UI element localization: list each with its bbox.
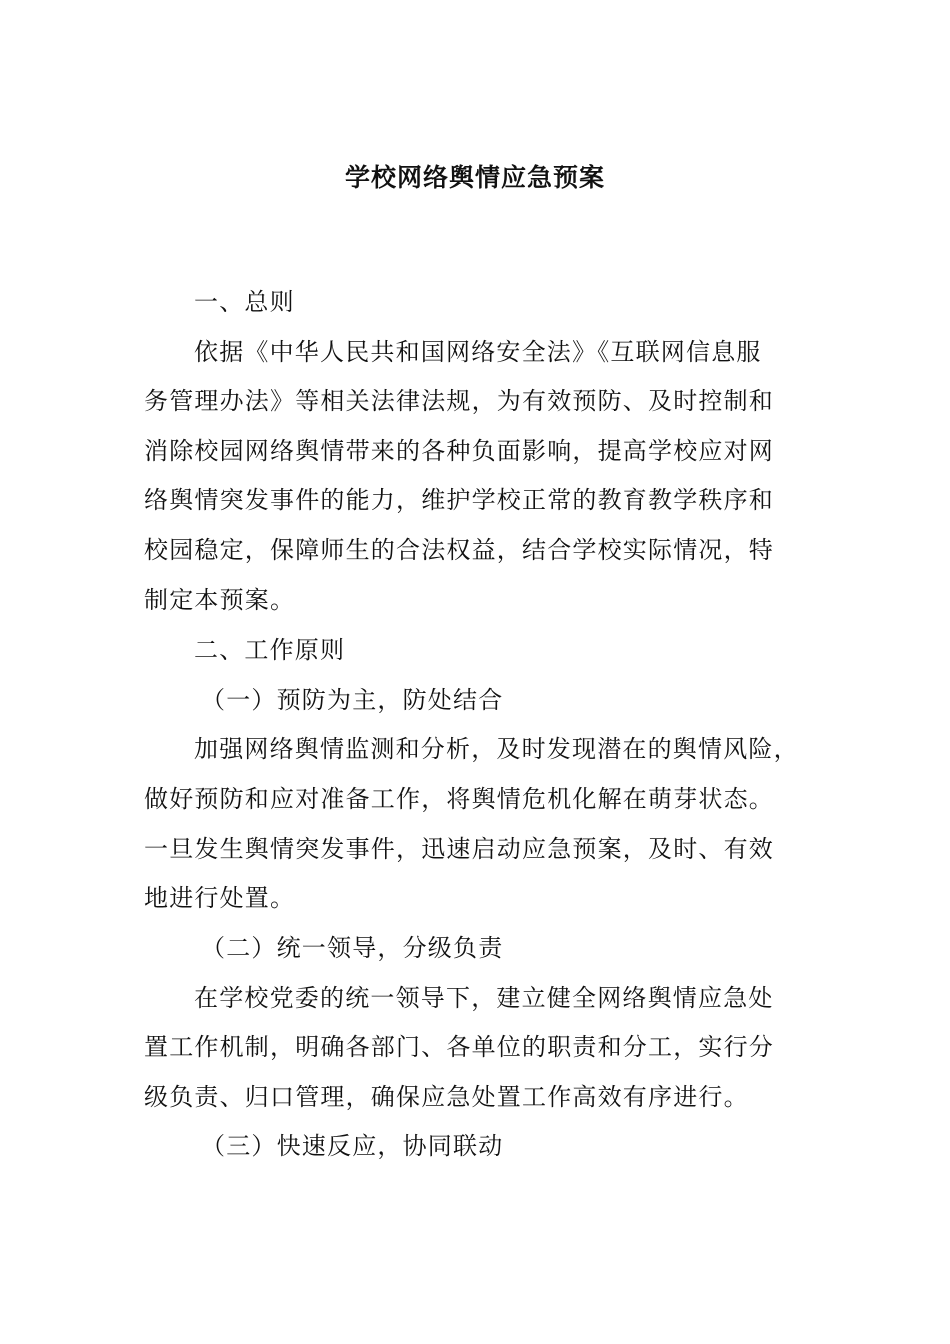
subsection-heading: （二）统一领导，分级负责 (201, 934, 504, 962)
section-heading-general: 一、总则 (194, 288, 295, 316)
paragraph-line: 消除校园网络舆情带来的各种负面影响，提高学校应对网 (144, 437, 774, 465)
document-title: 学校网络舆情应急预案 (344, 163, 605, 192)
paragraph-line: 做好预防和应对准备工作，将舆情危机化解在萌芽状态。 (144, 785, 774, 813)
paragraph-line: 校园稳定，保障师生的合法权益，结合学校实际情况，特 (144, 536, 774, 564)
paragraph-line: 依据《中华人民共和国网络安全法》《互联网信息服 (194, 338, 762, 366)
paragraph-line: 级负责、归口管理，确保应急处置工作高效有序进行。 (144, 1083, 749, 1111)
paragraph-line: 一旦发生舆情突发事件，迅速启动应急预案，及时、有效 (144, 835, 774, 863)
paragraph-line: 络舆情突发事件的能力，维护学校正常的教育教学秩序和 (144, 486, 774, 514)
subsection-heading: （三）快速反应，协同联动 (201, 1132, 504, 1160)
subsection-heading: （一）预防为主，防处结合 (201, 686, 504, 714)
paragraph-line: 置工作机制，明确各部门、各单位的职责和分工，实行分 (144, 1033, 774, 1061)
paragraph-line: 务管理办法》等相关法律法规，为有效预防、及时控制和 (144, 387, 774, 415)
paragraph-line: 地进行处置。 (144, 884, 296, 912)
section-heading-principles: 二、工作原则 (194, 636, 346, 664)
paragraph-line: 制定本预案。 (144, 586, 296, 614)
paragraph-line: 加强网络舆情监测和分析，及时发现潜在的舆情风险， (194, 735, 799, 763)
paragraph-line: 在学校党委的统一领导下，建立健全网络舆情应急处 (194, 984, 774, 1012)
